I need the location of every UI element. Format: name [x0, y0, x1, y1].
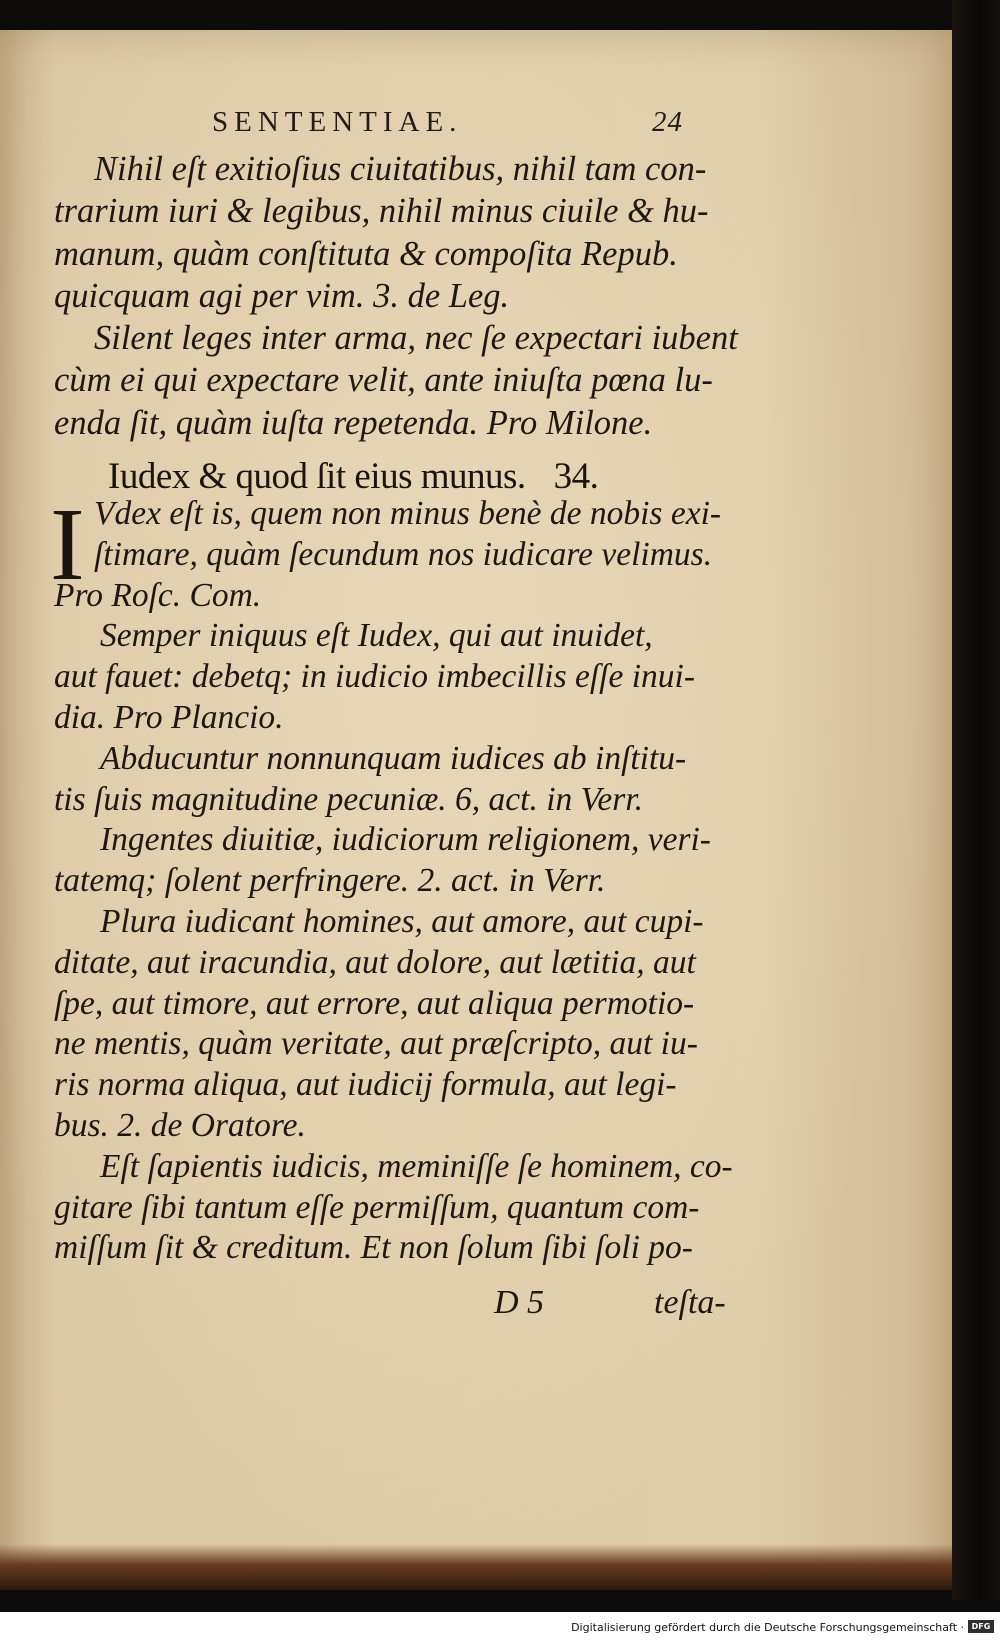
signature-mark: D 5: [494, 1284, 545, 1321]
digitization-footer: [0, 1612, 1000, 1642]
drop-capital: I: [50, 487, 85, 602]
text-line: ne mentis, quàm veritate, aut præſcripto, aut iu-: [54, 1025, 698, 1063]
text-line: ditate, aut iracundia, aut dolore, aut lætitia, aut: [54, 943, 696, 981]
text-line: enda ſit, quàm iuſta repetenda. Pro Milone.: [54, 403, 653, 442]
text-line: trarium iuri & legibus, nihil minus ciuile & hu-: [54, 192, 709, 231]
text-line: cùm ei qui expectare velit, ante iniuſta pœna lu-: [54, 361, 713, 400]
section-heading: [108, 455, 728, 498]
running-head: [212, 106, 732, 139]
text-line: bus. 2. de Oratore.: [54, 1106, 306, 1144]
text-block-1: [54, 148, 738, 444]
text-line: miſſum ſit & creditum. Et non ſolum ſibi ſoli po-: [54, 1229, 693, 1267]
text-line: ris norma aliqua, aut iudicij formula, aut legi-: [54, 1066, 677, 1104]
text-line: ſtimare, quàm ſecundum nos iudicare velimus.: [94, 535, 713, 573]
text-line: gitare ſibi tantum eſſe permiſſum, quantum com-: [54, 1188, 700, 1226]
text-line: Silent leges inter arma, nec ſe expectari iubent: [94, 319, 738, 358]
section-number: 34.: [553, 456, 599, 497]
text-line: ſpe, aut timore, aut errore, aut aliqua permotio-: [54, 984, 695, 1022]
dfg-logo: DFG: [968, 1620, 994, 1633]
text-line: Eſt ſapientis iudicis, meminiſſe ſe hominem, co-: [100, 1147, 733, 1185]
text-line: tatemq; ſolent perfringere. 2. act. in Verr.: [54, 862, 606, 900]
book-spine: [952, 0, 1000, 1600]
page-number: 24: [652, 106, 683, 138]
text-line: dia. Pro Plancio.: [54, 698, 284, 736]
text-line: tis ſuis magnitudine pecuniæ. 6, act. in Verr.: [54, 780, 644, 818]
text-line: Plura iudicant homines, aut amore, aut cupi-: [100, 902, 704, 940]
text-line: Nihil eſt exitioſius ciuitatibus, nihil tam con-: [94, 150, 707, 188]
section-heading-text: Iudex & quod ſit eius munus.: [108, 456, 526, 497]
text-line: quicquam agi per vim. 3. de Leg.: [54, 276, 510, 315]
footer-text: Digitalisierung gefördert durch die Deutsche Forschungsgemeinschaft ·: [571, 1621, 964, 1634]
text-line: Vdex eſt is, quem non minus benè de nobis exi-: [94, 495, 722, 532]
text-line: Ingentes diuitiæ, iudiciorum religionem, veri-: [100, 821, 711, 859]
catchword: teſta-: [654, 1284, 726, 1321]
text-line: manum, quàm conſtituta & compoſita Repub.: [54, 234, 678, 273]
text-line: aut fauet: debetq; in iudicio imbecillis eſſe inui-: [54, 658, 695, 696]
text-line: Semper iniquus eſt Iudex, qui aut inuidet,: [100, 617, 653, 655]
text-line: Abducuntur nonnunquam iudices ab inſtitu-: [100, 739, 687, 777]
text-block-2: [54, 494, 734, 1269]
text-line: Pro Roſc. Com.: [54, 576, 262, 614]
running-head-title: SENTENTIAE.: [212, 106, 463, 138]
